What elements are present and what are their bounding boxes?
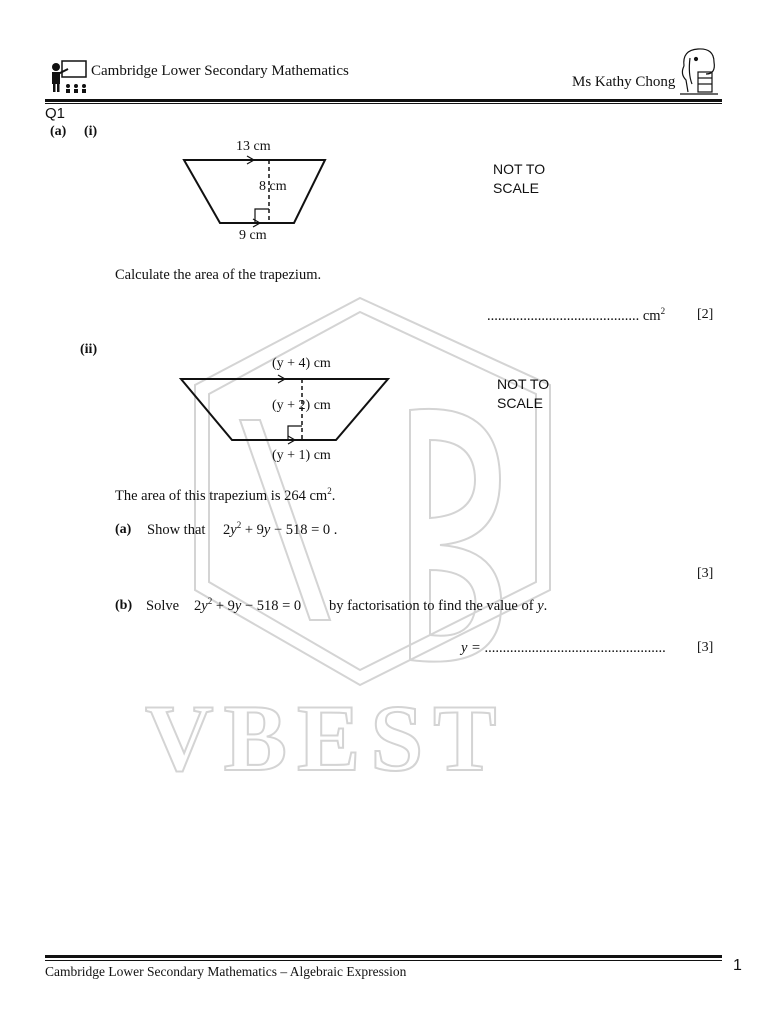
fig2-height-label: (y + 2) cm: [272, 398, 331, 413]
answer-row-1: [487, 306, 665, 325]
fig2-top-label: (y + 4) cm: [272, 356, 331, 371]
part-b-label: (b): [115, 598, 133, 613]
footer-text: Cambridge Lower Secondary Mathematics – Algebraic Expression: [45, 964, 407, 979]
fig1-height-label: 8 cm: [259, 179, 287, 194]
watermark: [140, 290, 610, 790]
area-text-end: .: [331, 487, 336, 504]
fig2-bottom-label: (y + 1) cm: [272, 448, 331, 463]
elephant-logo-icon: [676, 44, 722, 98]
header-author: Ms Kathy Chong: [572, 74, 676, 90]
factorise-text: by factorisation to find the value of: [329, 598, 534, 614]
footer-rule: [45, 955, 722, 958]
marks-2: [3]: [697, 566, 714, 581]
y-answer-row: [461, 640, 666, 657]
sub-i-label: (i): [84, 124, 98, 139]
y-answer-label: y =: [461, 640, 481, 656]
not-to-scale-line-1: NOT TO: [493, 161, 546, 177]
answer-unit-1: cm: [642, 307, 661, 324]
part-a2-label: (a): [115, 522, 132, 537]
fig1-top-label: 13 cm: [236, 139, 271, 154]
svg-text:VBEST: VBEST: [145, 685, 507, 790]
not-to-scale-2: [497, 375, 549, 413]
teacher-icon: [46, 57, 88, 95]
sub-ii-label: (ii): [80, 342, 98, 357]
question-number: Q1: [45, 105, 66, 122]
not-to-scale-line-2: SCALE: [493, 180, 539, 196]
answer-dots-2: ..................................................: [484, 640, 666, 656]
fig1-bottom-label: 9 cm: [239, 228, 267, 243]
answer-dots-1: ..........................................: [487, 307, 640, 324]
not-to-scale-1: [493, 160, 545, 198]
equation-solve: $2y^2 + 9y - 518 = 0$: [194, 596, 302, 614]
area-statement: [115, 486, 335, 505]
answer-unit-1-sup: 2: [660, 306, 666, 316]
part-a-label: (a): [50, 124, 67, 139]
show-that-text: Show that: [147, 522, 206, 538]
area-text: The area of this trapezium is 264 cm: [115, 487, 328, 504]
solve-text: Solve: [146, 598, 180, 614]
footer-rule-thin: [45, 960, 722, 961]
calculate-instruction: Calculate the area of the trapezium.: [115, 267, 322, 283]
equation-show-that: $2y^2 + 9y - 518 = 0$ .: [223, 520, 338, 538]
marks-3: [3]: [697, 640, 714, 655]
header-rule-thin: [45, 103, 722, 104]
not-to-scale-line-1: NOT TO: [497, 376, 550, 392]
header-title: Cambridge Lower Secondary Mathematics: [91, 63, 349, 79]
not-to-scale-line-2: SCALE: [497, 395, 543, 411]
page-number: 1: [733, 957, 742, 974]
marks-1: [2]: [697, 307, 714, 322]
factorise-instruction: by factorisation to find the value of y.: [329, 598, 548, 614]
header-rule: [45, 99, 722, 102]
area-text-sup: 2: [327, 486, 332, 496]
